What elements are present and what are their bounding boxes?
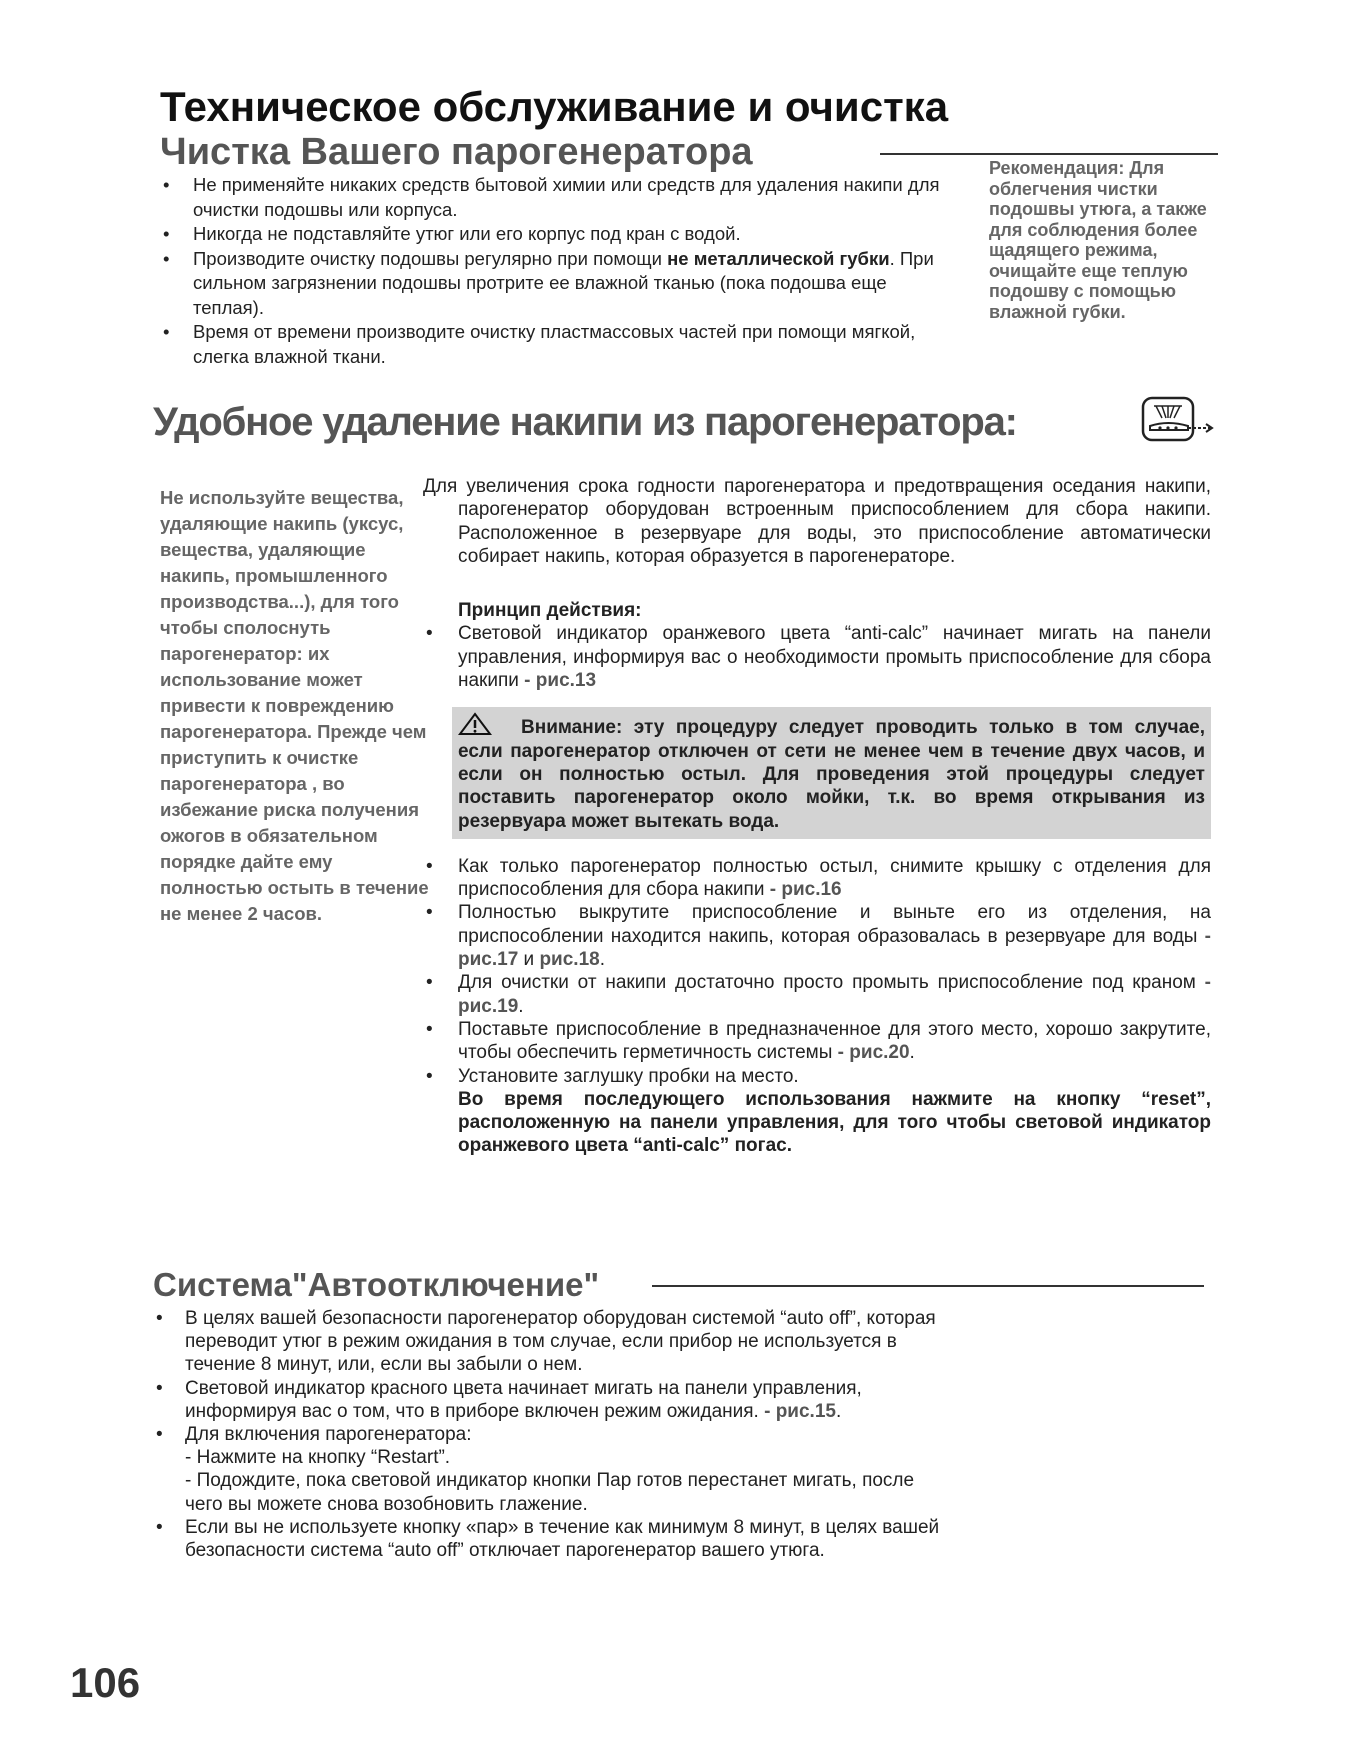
sub-item: - Нажмите на кнопку “Restart”. bbox=[185, 1447, 451, 1469]
figure-ref: - рис.13 bbox=[524, 670, 597, 692]
emphasis: не металлической губки bbox=[667, 247, 890, 269]
sub-item: - Подождите, пока световой индикатор кнопки Пар готов перестанет мигать, после чего вы можете снова возобновить глажение. bbox=[185, 1470, 915, 1515]
list-item: • Для очистки от накипи достаточно просто промыть приспособление под краном - рис.19. bbox=[423, 971, 1211, 1018]
recommendation-note: Рекомендация: Для облегчения чистки подошвы утюга, а также для соблюдения более щадящего режима, очищайте еще теплую подошву с помощью влажной губки. bbox=[989, 158, 1207, 322]
principle-heading: Принцип действия: bbox=[458, 600, 642, 622]
section-title-auto-off: Система"Автоотключение" bbox=[153, 1266, 600, 1303]
list-item: • Поставьте приспособление в предназначенное для этого место, хорошо закрутите, чтобы обеспечить герметичность системы - рис.20. bbox=[423, 1018, 1211, 1065]
principle-list bbox=[423, 622, 1211, 692]
list-item: • Установите заглушку пробки на место. bbox=[423, 1065, 1211, 1088]
figure-ref: - рис.15 bbox=[764, 1400, 836, 1422]
figure-ref: - рис.16 bbox=[769, 879, 842, 901]
descaler-warning-note: Не используйте вещества, удаляющие накипь (уксус, вещества, удаляющие накипь, промышленного производства...), для того чтобы сполоснуть парогенератор: их использование может привести к повреждению парогенератора. Прежде чем приступить к очистке парогенератора , во избежание риска получения ожогов в обязательном порядке дайте ему полностью остыть в течение не менее 2 часов. bbox=[160, 487, 429, 924]
list-item: • Производите очистку подошвы регулярно при помощи не металлической губки. При сильном загрязнении подошвы протрите ее влажной тканью (пока подошва еще теплая). bbox=[160, 247, 950, 321]
auto-off-list bbox=[153, 1307, 943, 1562]
figure-ref: - рис.19 bbox=[458, 972, 1211, 1017]
intro-paragraph: Для увеличения срока годности парогенератора и предотвращения оседания накипи, парогенератор оборудован встроенным приспособлением для сбора накипи. Расположенное в резервуаре для воды, это приспособление автоматически собирает накипь, которая образуется в парогенераторе. bbox=[423, 476, 1211, 567]
descaling-main-column bbox=[423, 475, 1211, 1158]
page-title: Техническое обслуживание и очистка bbox=[160, 83, 949, 130]
list-item: • Световой индикатор красного цвета начинает мигать на панели управления, информируя вас о том, что в приборе включен режим ожидания. - рис.15. bbox=[153, 1377, 943, 1423]
descaling-collector-icon bbox=[1140, 396, 1216, 444]
cleaning-list bbox=[160, 173, 950, 369]
reset-instruction: Во время последующего использования нажмите на кнопку “reset”, расположенную на панели управления, для того чтобы световой индикатор оранжевого цвета “anti-calc” погас. bbox=[458, 1088, 1211, 1157]
section-rule bbox=[880, 153, 1218, 155]
section-title-cleaning: Чистка Вашего парогенератора bbox=[160, 131, 753, 173]
list-item: • Не применяйте никаких средств бытовой химии или средств для удаления накипи для очистки подошвы или корпуса. bbox=[160, 173, 950, 222]
list-item: • Время от времени производите очистку пластмассовых частей при помощи мягкой, слегка влажной ткани. bbox=[160, 320, 950, 369]
section-rule bbox=[652, 1285, 1204, 1287]
warning-text: Внимание: эту процедуру следует проводить только в том случае, если парогенератор отключен от сети не менее чем в течение двух часов, и если он полностью остыл. Для проведения этой процедуры следует поставить парогенератор около мойки, т.к. во время открывания из резервуара может вытекать вода. bbox=[458, 717, 1205, 832]
list-item: • Для включения парогенератора: - Нажмите на кнопку “Restart”. - Подождите, пока световой индикатор кнопки Пар готов перестанет мигать, после чего вы можете снова возобновить глажение. bbox=[153, 1423, 943, 1516]
list-item: • Полностью выкрутите приспособление и выньте его из отделения, на приспособлении находится накипь, которая образовалась в резервуаре для воды - рис.17 и рис.18. bbox=[423, 901, 1211, 971]
list-item: • Световой индикатор оранжевого цвета “anti-calc” начинает мигать на панели управления, информируя вас о необходимости промыть приспособление для сбора накипи - рис.13 bbox=[423, 622, 1211, 692]
figure-ref: рис.18 bbox=[539, 949, 600, 971]
list-item: • Как только парогенератор полностью остыл, снимите крышку с отделения для приспособления для сбора накипи - рис.16 bbox=[423, 855, 1211, 902]
page-number: 106 bbox=[70, 1659, 141, 1706]
section-title-descaling: Удобное удаление накипи из парогенератора: bbox=[153, 400, 1017, 444]
warning-box bbox=[452, 707, 1211, 838]
figure-ref: - рис.20 bbox=[837, 1042, 910, 1064]
list-item: • В целях вашей безопасности парогенератор оборудован системой “auto off”, которая переводит утюг в режим ожидания в том случае, если прибор не используется в течение 8 минут, или, если вы забыли о нем. bbox=[153, 1307, 943, 1377]
warning-triangle-icon bbox=[458, 712, 492, 736]
list-item: • Если вы не используете кнопку «пар» в течение как минимум 8 минут, в целях вашей безопасности система “auto off” отключает парогенератор вашего утюга. bbox=[153, 1516, 943, 1562]
descaling-steps bbox=[423, 855, 1211, 1088]
figure-ref: - рис.17 bbox=[458, 925, 1211, 971]
list-item: • Никогда не подставляйте утюг или его корпус под кран с водой. bbox=[160, 222, 950, 247]
